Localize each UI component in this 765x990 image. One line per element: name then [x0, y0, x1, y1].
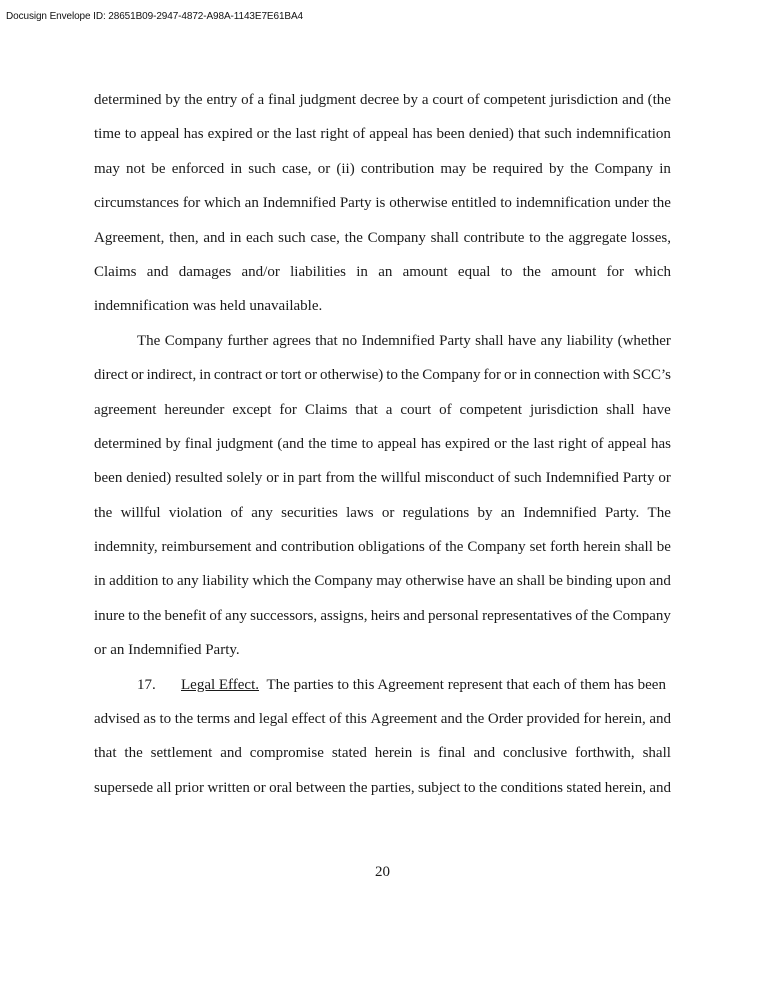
- text-line: agreement hereunder except for Claims that a court of competent jurisdiction shall have: [94, 401, 671, 418]
- text-line: in addition to any liability which the Company may otherwise have an shall be binding upon and: [94, 573, 671, 590]
- section-heading-line: [94, 671, 671, 705]
- docusign-envelope-id: Docusign Envelope ID: 28651B09-2947-4872-A98A-1143E7E61BA4: [6, 11, 304, 22]
- text-line: time to appeal has expired or the last right of appeal has been denied) that such indemnification: [94, 126, 671, 143]
- text-line: that the settlement and compromise stated herein is final and conclusive forthwith, shall: [94, 745, 671, 762]
- text-line: circumstances for which an Indemnified Party is otherwise entitled to indemnification under the: [94, 195, 671, 212]
- text-line: advised as to the terms and legal effect of this Agreement and the Order provided for herein, and: [94, 711, 671, 728]
- text-line: or an Indemnified Party.: [94, 642, 240, 659]
- text-line: been denied) resulted solely or in part from the willful misconduct of such Indemnified Party or: [94, 470, 671, 487]
- text-line: indemnification was held unavailable.: [94, 298, 323, 315]
- text-line: supersede all prior written or oral between the parties, subject to the conditions stated herein, and: [94, 779, 671, 796]
- section-number: 17.: [137, 676, 156, 693]
- section-text: The parties to this Agreement represent that each of them has been: [266, 676, 666, 693]
- text-line: indemnity, reimbursement and contribution obligations of the Company set forth herein shall be: [94, 539, 671, 556]
- text-line: may not be enforced in such case, or (ii) contribution may be required by the Company in: [94, 160, 671, 177]
- text-line: Agreement, then, and in each such case, the Company shall contribute to the aggregate losses,: [94, 229, 671, 246]
- text-line: determined by final judgment (and the time to appeal has expired or the last right of appeal has: [94, 435, 671, 452]
- page-number: 20: [375, 864, 390, 880]
- text-line: inure to the benefit of any successors, assigns, heirs and personal representatives of the Company: [94, 607, 671, 624]
- text-line: The Company further agrees that no Indemnified Party shall have any liability (whether: [137, 332, 671, 349]
- section-title: Legal Effect.: [181, 676, 260, 693]
- document-body: [94, 86, 671, 808]
- text-line: Claims and damages and/or liabilities in an amount equal to the amount for which: [94, 263, 671, 280]
- text-line: determined by the entry of a final judgment decree by a court of competent jurisdiction and (the: [94, 92, 671, 108]
- text-line: direct or indirect, in contract or tort or otherwise) to the Company for or in connection with SCC’s: [94, 367, 671, 384]
- text-line: the willful violation of any securities laws or regulations by an Indemnified Party. The: [94, 504, 671, 521]
